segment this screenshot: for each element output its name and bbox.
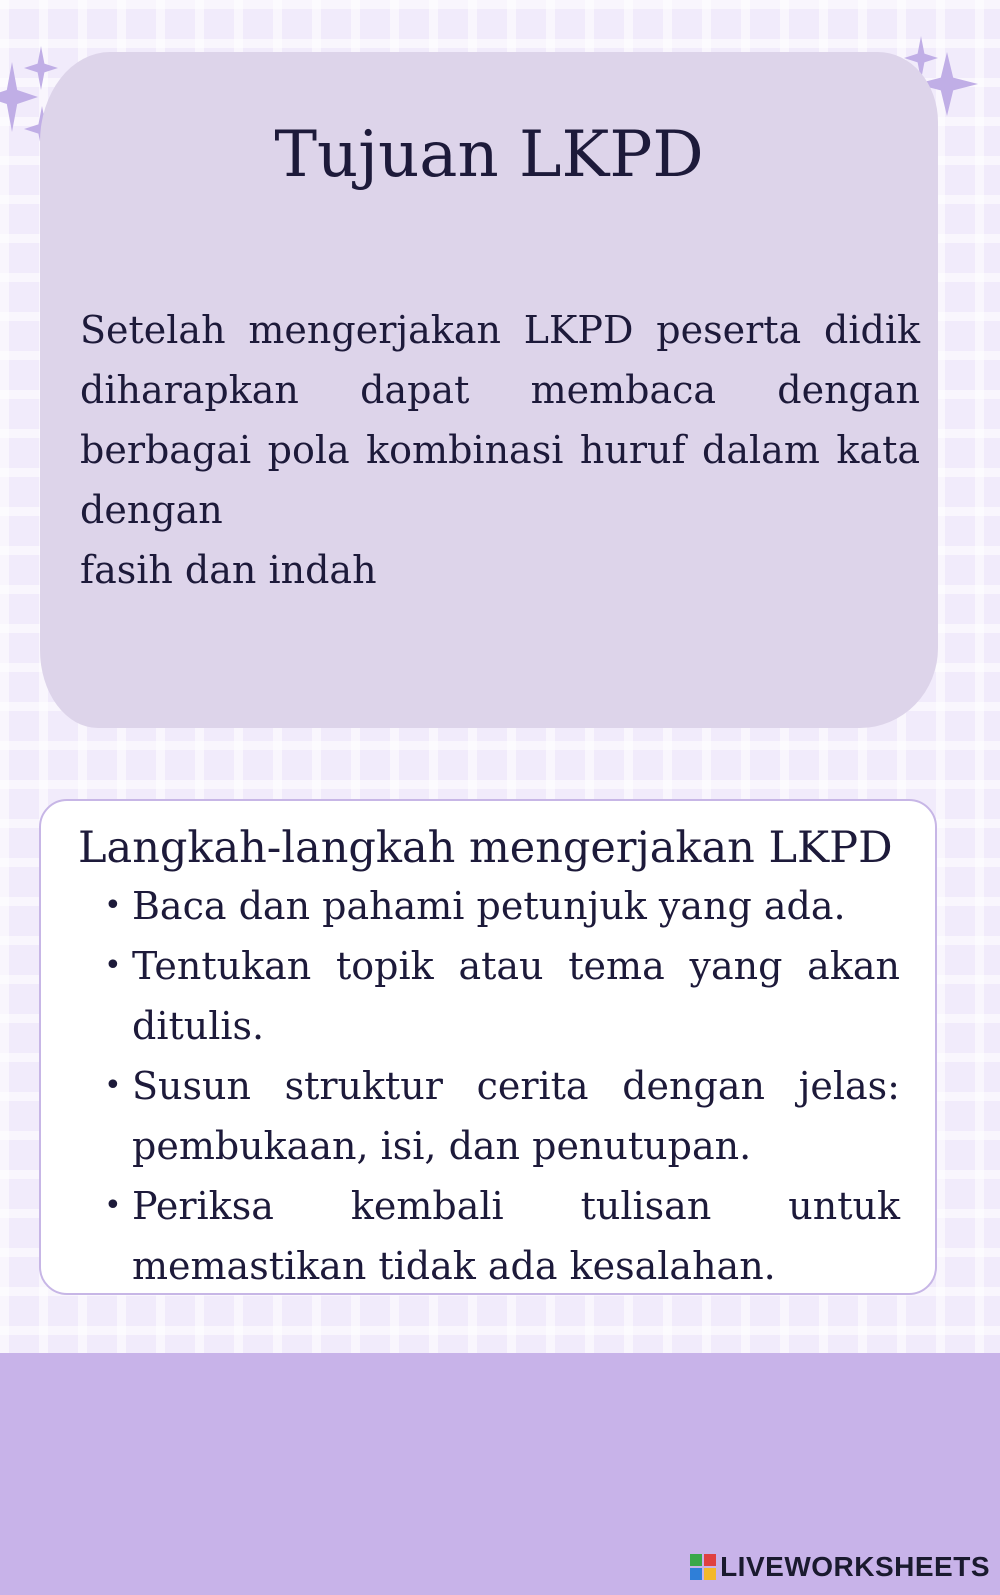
goal-text: Setelah mengerjakan LKPD peserta didik diharapkan dapat membaca dengan berbagai pola kombinasi huruf dalam kata dengan fasih dan indah bbox=[80, 308, 920, 592]
steps-title: Langkah-langkah mengerjakan LKPD bbox=[78, 823, 893, 873]
goal-title: Tujuan LKPD bbox=[274, 118, 704, 192]
brand-logo[interactable] bbox=[690, 1551, 990, 1583]
step-item: • Susun struktur cerita dengan jelas: pembukaan, isi, dan penutupan. bbox=[132, 1056, 900, 1176]
step-item: • Periksa kembali tulisan untuk memastikan tidak ada kesalahan. bbox=[132, 1176, 900, 1296]
steps-list bbox=[132, 876, 900, 1296]
sparkle-icon bbox=[24, 46, 58, 90]
brand-name: LIVEWORKSHEETS bbox=[720, 1551, 990, 1582]
step-item: • Tentukan topik atau tema yang akan ditulis. bbox=[132, 936, 900, 1056]
step-item: • Baca dan pahami petunjuk yang ada. bbox=[132, 876, 900, 936]
sparkle-icon bbox=[0, 62, 38, 132]
liveworksheets-logo-icon bbox=[690, 1554, 716, 1580]
